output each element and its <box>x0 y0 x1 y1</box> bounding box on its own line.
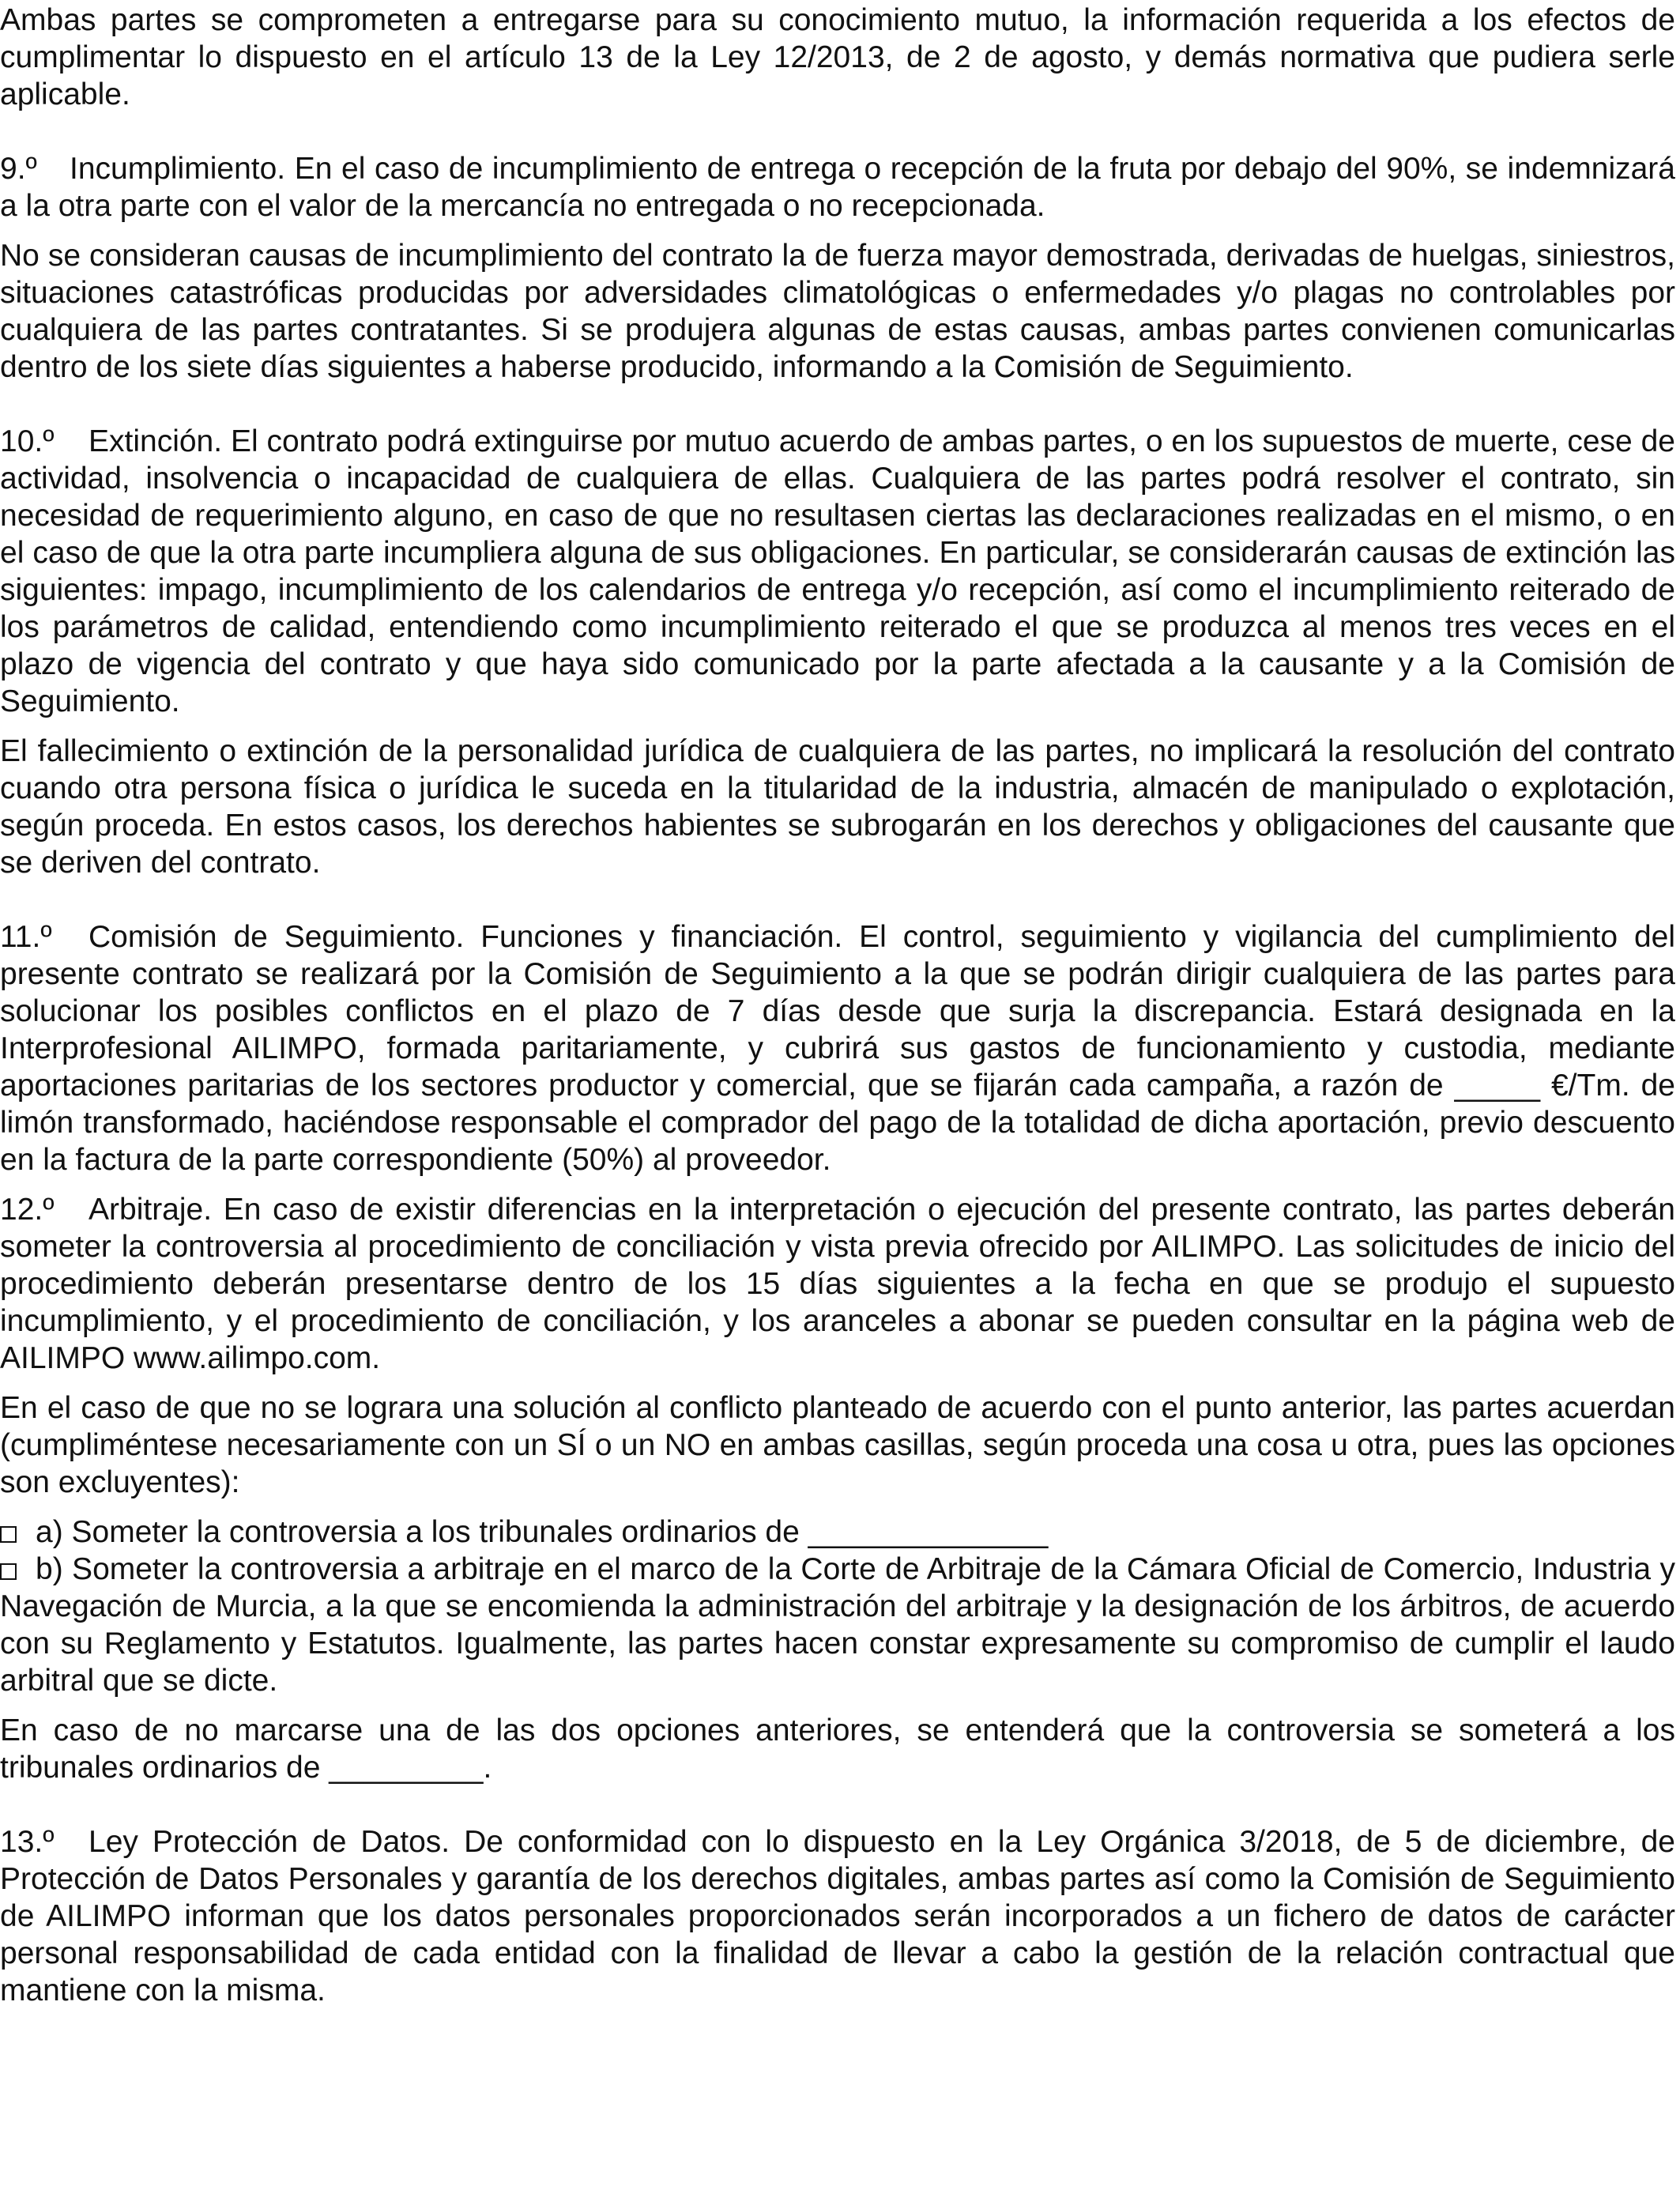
option-b-text: b) Someter la controversia a arbitraje en el marco de la Corte de Arbitraje de la Cámara Oficial de Comercio, Industria y Navegación de Murcia, a la que se encomienda la administración del arbitraje y la designación de los árbitros, de acuerdo con su Reglamento y Estatutos. Igualmente, las partes hacen constar expresamente su compromiso de cumplir el laudo arbitral que se dicte. <box>0 1552 1675 1698</box>
clause-9 <box>0 150 1675 224</box>
clause-10 <box>0 423 1675 720</box>
clause-13 <box>0 1823 1675 2009</box>
clause-12 <box>0 1191 1675 1377</box>
clause-12-paragraph-3: En caso de no marcarse una de las dos opciones anteriores, se entenderá que la controversia se someterá a los tribunales ordinarios de _________. <box>0 1713 1675 1785</box>
option-a-text: a) Someter la controversia a los tribunales ordinarios de ______________ <box>36 1515 1049 1549</box>
clause-9-text: Incumplimiento. En el caso de incumplimiento de entrega o recepción de la fruta por debajo del 90%, se indemnizará a la otra parte con el valor de la mercancía no entregada o no recepcionada. <box>0 152 1675 223</box>
option-a <box>0 1514 1675 1551</box>
clause-11 <box>0 918 1675 1178</box>
clause-9-paragraph-2: No se consideran causas de incumplimiento del contrato la de fuerza mayor demostrada, derivadas de huelgas, siniestros, situaciones catastróficas producidas por adversidades climatológicas o enfermedades y/o plagas no controlables por cualquiera de las partes contratantes. Si se produjera algunas de estas causas, ambas partes convienen comunicarlas dentro de los siete días siguientes a haberse producido, informando a la Comisión de Seguimiento. <box>0 239 1675 384</box>
clause-10-number: 10.º <box>0 424 55 458</box>
clause-13-number: 13.º <box>0 1825 55 1859</box>
clause-11-text: Comisión de Seguimiento. Funciones y financiación. El control, seguimiento y vigilancia del cumplimiento del presente contrato se realizará por la Comisión de Seguimiento a la que se podrán dirigir cualquiera de las partes para solucionar los posibles conflictos en el plazo de 7 días desde que surja la discrepancia. Estará designada en la Interprofesional AILIMPO, formada paritariamente, y cubrirá sus gastos de funcionamiento y custodia, mediante aportaciones paritarias de los sectores productor y comercial, que se fijarán cada campaña, a razón de _____ €/Tm. de limón transformado, haciéndose responsable el comprador del pago de la totalidad de dicha aportación, previo descuento en la factura de la parte correspondiente (50%) al proveedor. <box>0 920 1675 1177</box>
clause-12-text: En caso de existir diferencias en la interpretación o ejecución del presente contrato, las partes deberán someter la controversia al procedimiento de conciliación y vista previa ofrecido por AILIMPO. Las solicitudes de inicio del procedimiento deberán presentarse dentro de los 15 días siguientes a la fecha en que se produjo el supuesto incumplimiento, y el procedimiento de conciliación, y los aranceles a abonar se pueden consultar en la página web de AILIMPO www.ailimpo.com. <box>0 1193 1676 1375</box>
clause-12-paragraph-2: En el caso de que no se lograra una solución al conflicto planteado de acuerdo con el punto anterior, las partes acuerdan (cumpliméntese necesariamente con un SÍ o un NO en ambas casillas, según proceda una cosa u otra, pues las opciones son excluyentes): <box>0 1391 1675 1499</box>
clause-12-number: 12.º <box>0 1193 55 1227</box>
option-b-checkbox[interactable] <box>0 1563 17 1580</box>
clause-12-title: Arbitraje. <box>89 1193 213 1227</box>
clause-13-text: Ley Protección de Datos. De conformidad con lo dispuesto en la Ley Orgánica 3/2018, de 5 de diciembre, de Protección de Datos Personales y garantía de los derechos digitales, ambas partes así como la Comisión de Seguimiento de AILIMPO informan que los datos personales proporcionados serán incorporados a un fichero de datos de carácter personal responsabilidad de cada entidad con la finalidad de llevar a cabo la gestión de la relación contractual que mantiene con la misma. <box>0 1825 1675 2007</box>
clause-10-text: Extinción. El contrato podrá extinguirse por mutuo acuerdo de ambas partes, o en los supuestos de muerte, cese de actividad, insolvencia o incapacidad de cualquiera de ellas. Cualquiera de las partes podrá resolver el contrato, sin necesidad de requerimiento alguno, en caso de que no resultasen ciertas las declaraciones realizadas en el mismo, o en el caso de que la otra parte incumpliera alguna de sus obligaciones. En particular, se considerarán causas de extinción las siguientes: impago, incumplimiento de los calendarios de entrega y/o recepción, así como el incumplimiento reiterado de los parámetros de calidad, entendiendo como incumplimiento reiterado el que se produzca al menos tres veces en el plazo de vigencia del contrato y que haya sido comunicado por la parte afectada a la causante y a la Comisión de Seguimiento. <box>0 424 1675 718</box>
clause-9-number: 9.º <box>0 152 37 186</box>
option-b <box>0 1551 1675 1699</box>
intro-paragraph: Ambas partes se comprometen a entregarse para su conocimiento mutuo, la información requerida a los efectos de cumplimentar lo dispuesto en el artículo 13 de la Ley 12/2013, de 2 de agosto, y demás normativa que pudiera serle aplicable. <box>0 3 1675 111</box>
clause-11-number: 11.º <box>0 920 52 954</box>
clause-10-paragraph-2: El fallecimiento o extinción de la personalidad jurídica de cualquiera de las partes, no implicará la resolución del contrato cuando otra persona física o jurídica le suceda en la titularidad de la industria, almacén de manipulado o explotación, según proceda. En estos casos, los derechos habientes se subrogarán en los derechos y obligaciones del causante que se deriven del contrato. <box>0 734 1675 880</box>
option-a-checkbox[interactable] <box>0 1526 17 1543</box>
